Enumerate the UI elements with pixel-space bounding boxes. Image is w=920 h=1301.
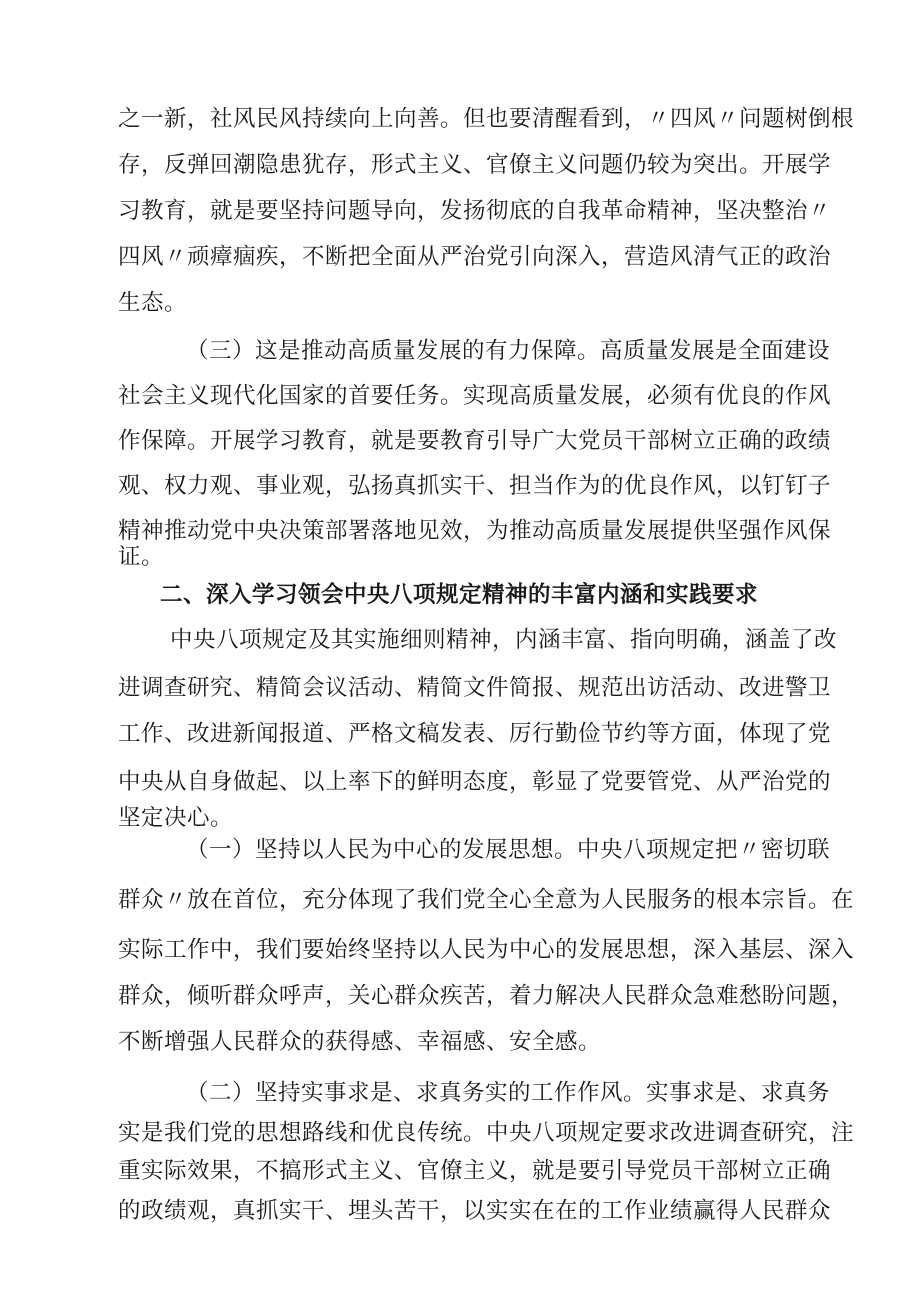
paragraph-b-line-5: 精神推动党中央决策部署落地见效，为推动高质量发展提供坚强作风保 <box>118 518 832 544</box>
paragraph-c-line-5: 坚定决心。 <box>118 805 234 831</box>
paragraph-d-line-4: 群众，倾听群众呼声，关心群众疾苦，着力解决人民群众急难愁盼问题， <box>118 983 855 1009</box>
paragraph-e-line-1: （二）坚持实事求是、求真务实的工作作风。实事求是、求真务 <box>186 1080 831 1106</box>
paragraph-c-line-1: 中央八项规定及其实施细则精神，内涵丰富、指向明确，涵盖了改 <box>170 627 838 653</box>
paragraph-a-line-2: 存，反弹回潮隐患犹存，形式主义、官僚主义问题仍较为突出。开展学 <box>118 152 832 178</box>
paragraph-a-line-4: 四风〃顽瘴痼疾，不断把全面从严治党引向深入，营造风清气正的政治 <box>118 244 832 270</box>
paragraph-d-line-3: 实际工作中，我们要始终坚持以人民为中心的发展思想，深入基层、深入 <box>118 937 855 963</box>
paragraph-b-line-1: （三）这是推动高质量发展的有力保障。高质量发展是全面建设 <box>186 338 831 364</box>
paragraph-a-line-1: 之一新，社风民风持续向上向善。但也要清醒看到，〃四风〃问题树倒根 <box>118 106 855 132</box>
section-heading: 二、深入学习领会中央八项规定精神的丰富内涵和实践要求 <box>160 582 759 608</box>
paragraph-d-line-5: 不断增强人民群众的获得感、幸福感、安全感。 <box>118 1029 602 1055</box>
paragraph-a-line-3: 习教育，就是要坚持问题导向，发扬彻底的自我革命精神，坚决整治〃 <box>118 198 832 224</box>
paragraph-d-line-1: （一）坚持以人民为中心的发展思想。中央八项规定把〃密切联 <box>186 837 831 863</box>
paragraph-e-line-2: 实是我们党的思想路线和优良传统。中央八项规定要求改进调查研究，注 <box>118 1120 855 1146</box>
paragraph-b-line-6: 证。 <box>118 544 165 570</box>
paragraph-b-line-3: 作保障。开展学习教育，就是要教育引导广大党员干部树立正确的政绩 <box>118 428 832 454</box>
paragraph-c-line-4: 中央从自身做起、以上率下的鲜明态度，彰显了党要管党、从严治党的 <box>118 769 832 795</box>
paragraph-d-line-2: 群众〃放在首位，充分体现了我们党全心全意为人民服务的根本宗旨。在 <box>118 887 855 913</box>
paragraph-e-line-4: 的政绩观，真抓实干、埋头苦干，以实实在在的工作业绩赢得人民群众 <box>118 1198 832 1224</box>
paragraph-e-line-3: 重实际效果，不搞形式主义、官僚主义，就是要引导党员干部树立正确 <box>118 1158 832 1184</box>
paragraph-b-line-4: 观、权力观、事业观，弘扬真抓实干、担当作为的优良作风，以钉钉子 <box>118 473 832 499</box>
paragraph-c-line-3: 工作、改进新闻报道、严格文稿发表、厉行勤俭节约等方面，体现了党 <box>118 721 832 747</box>
paragraph-a-line-5: 生态。 <box>118 290 188 316</box>
paragraph-c-line-2: 进调查研究、精简会议活动、精简文件简报、规范出访活动、改进警卫 <box>118 675 832 701</box>
paragraph-b-line-2: 社会主义现代化国家的首要任务。实现高质量发展，必须有优良的作风 <box>118 383 832 409</box>
